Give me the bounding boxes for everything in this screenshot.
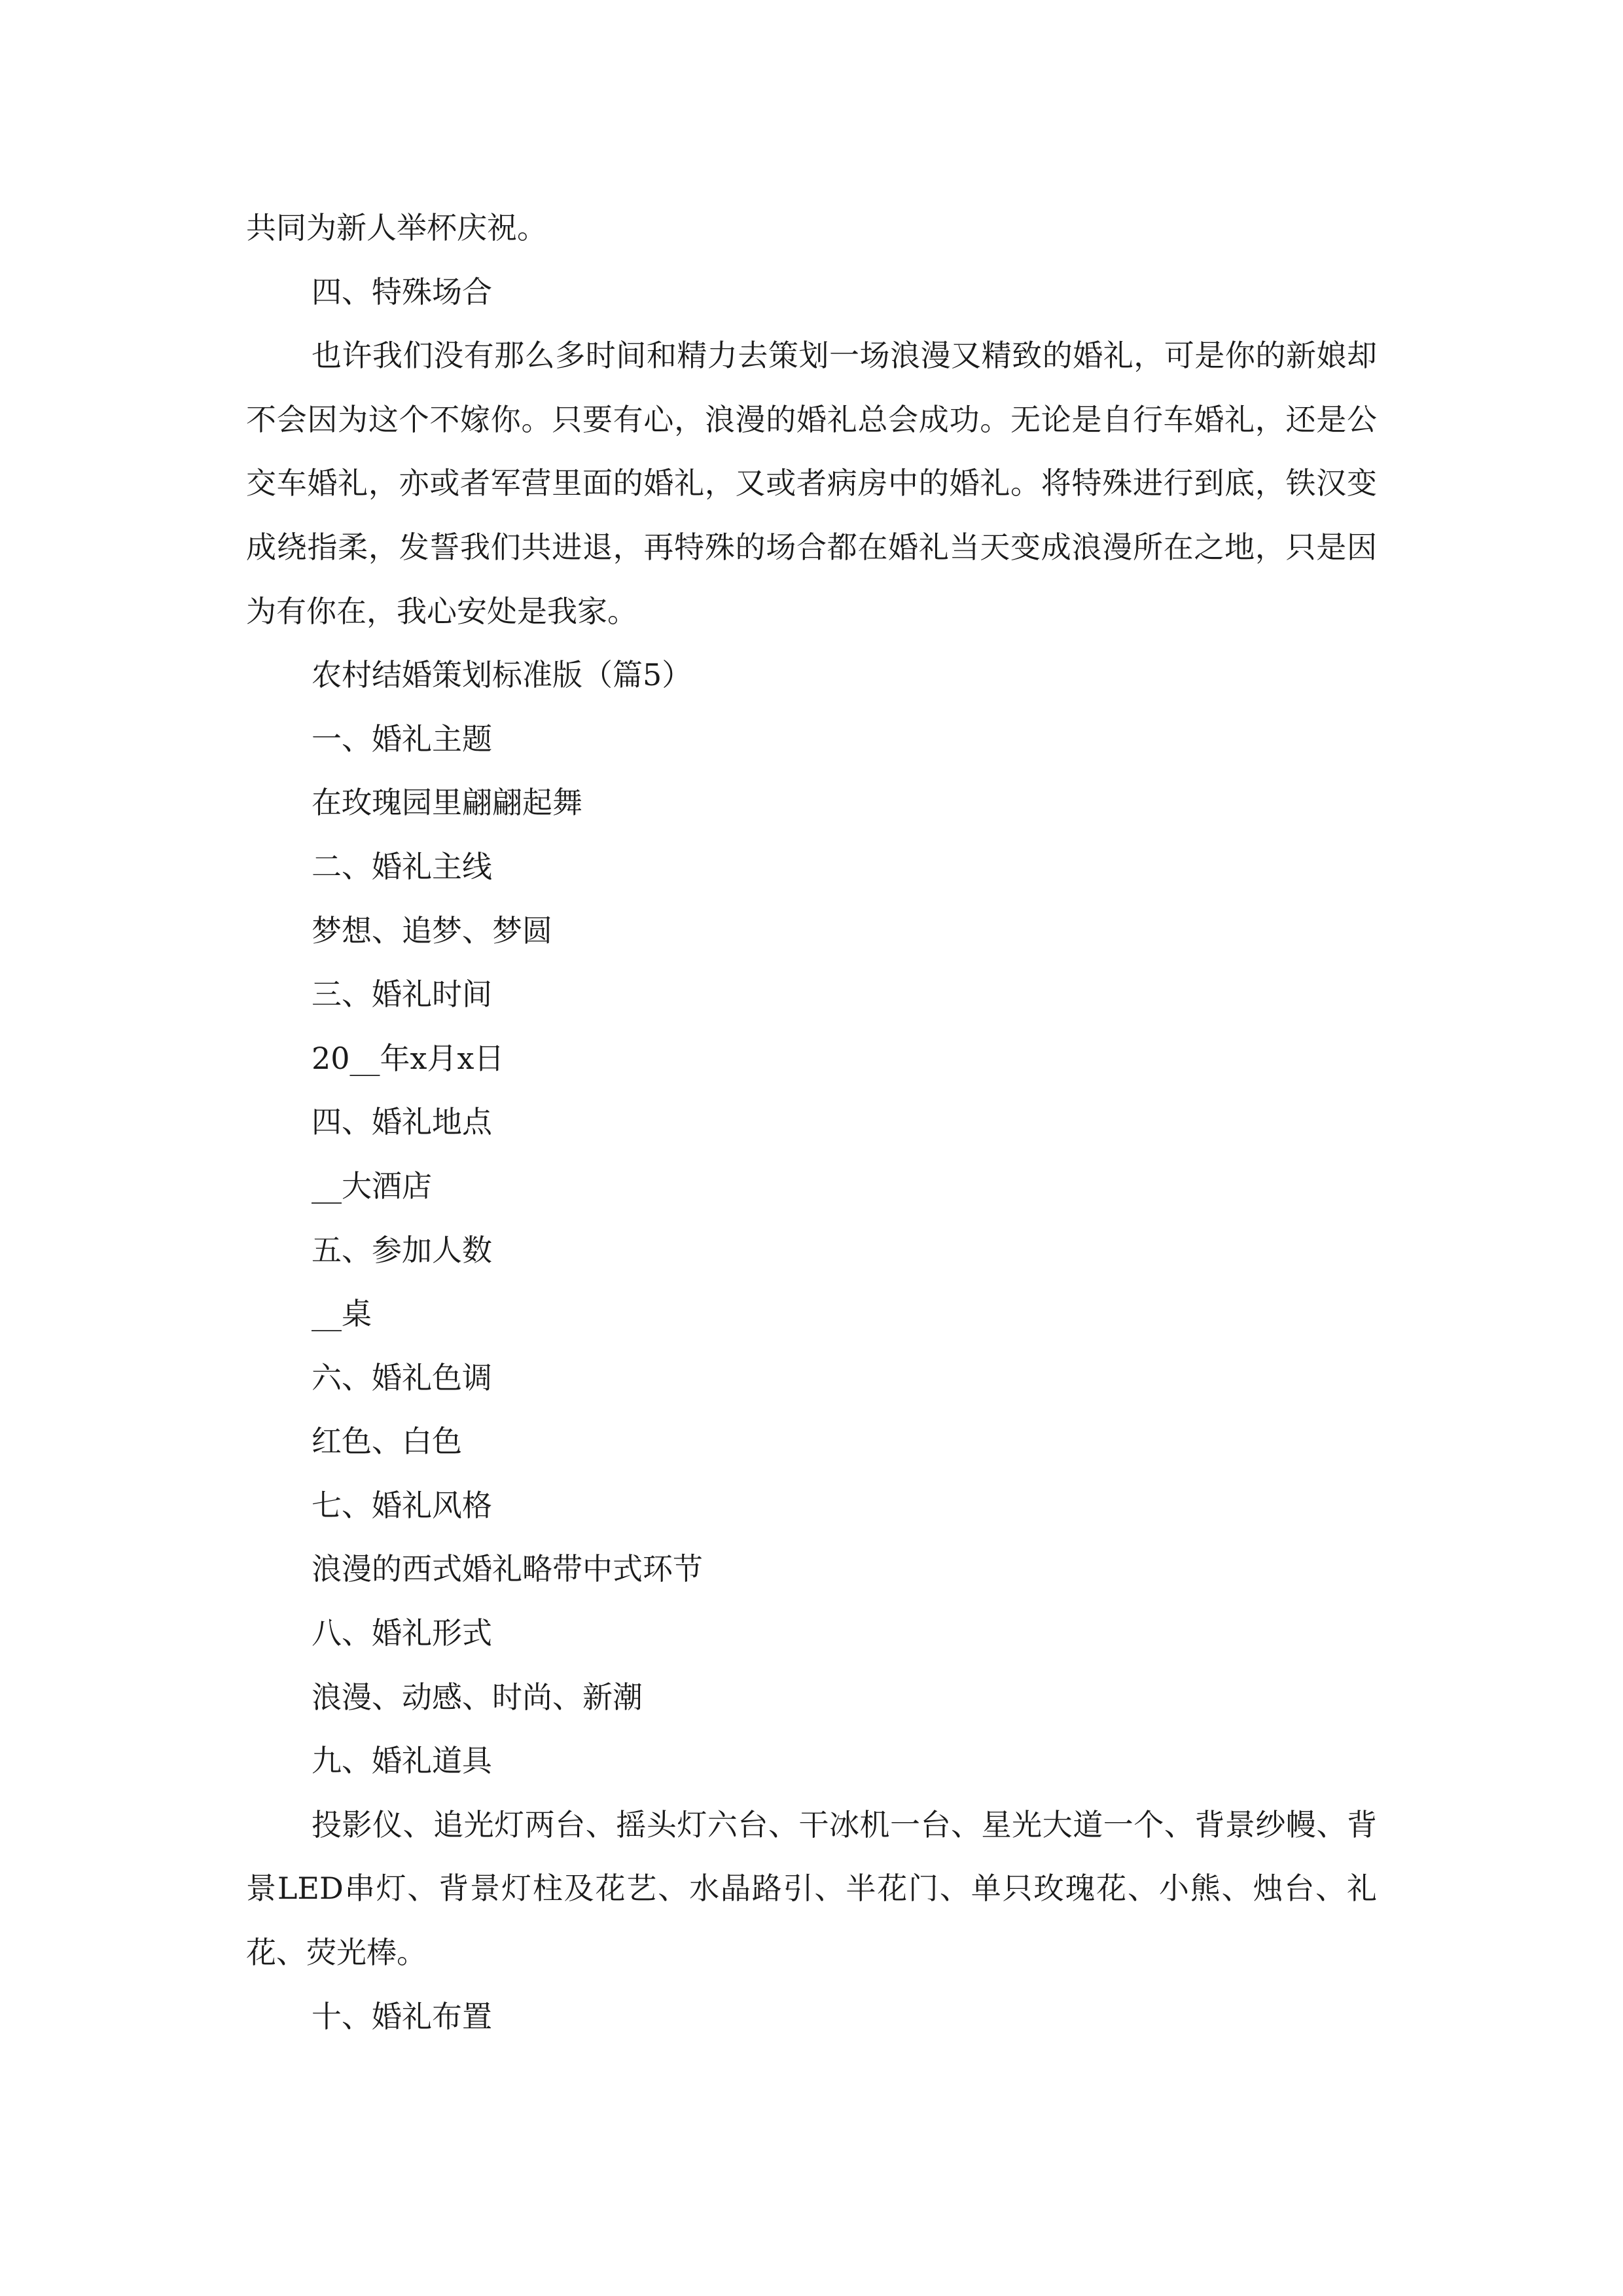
section-value-theme: 在玫瑰园里翩翩起舞 [312,785,582,821]
section-heading-time: 三、婚礼时间 [312,977,492,1013]
body-paragraph-special-occasions: 也许我们没有那么多时间和精力去策划一场浪漫又精致的婚礼，可是你的新娘却不会因为这个不嫁你。只要有心，浪漫的婚礼总会成功。无论是自行车婚礼，还是公交车婚礼，亦或者军营里面的婚礼，又或者病房中的婚礼。将特殊进行到底，铁汉变成绕指柔，发誓我们共进退，再特殊的场合都在婚礼当天变成浪漫所在之地，只是因为有你在，我心安处是我家。 [246,338,1377,629]
section-heading-decoration: 十、婚礼布置 [312,1998,492,2034]
section-value-colors: 红色、白色 [312,1424,462,1460]
section-heading-style: 七、婚礼风格 [312,1487,492,1523]
section-heading-mainline: 二、婚礼主线 [312,848,492,884]
section-value-style: 浪漫的西式婚礼略带中式环节 [312,1551,703,1587]
section-heading-colors: 六、婚礼色调 [312,1359,492,1395]
section-value-time: 20__年x月x日 [312,1040,505,1076]
body-paragraph-props: 投影仪、追光灯两台、摇头灯六台、干冰机一台、星光大道一个、背景纱幔、背景LED串灯、背景灯柱及花艺、水晶路引、半花门、单只玫瑰花、小熊、烛台、礼花、荧光棒。 [246,1806,1377,1971]
section-heading-props: 九、婚礼道具 [312,1743,492,1779]
section-heading-theme: 一、婚礼主题 [312,721,492,757]
section-value-attendance: __桌 [312,1296,372,1332]
section-heading-location: 四、婚礼地点 [312,1104,492,1140]
article-title: 农村结婚策划标准版（篇5） [312,657,692,693]
section-heading-format: 八、婚礼形式 [312,1615,492,1651]
section-value-mainline: 梦想、追梦、梦圆 [312,912,552,948]
continuation-line: 共同为新人举杯庆祝。 [246,210,547,245]
section-heading-attendance: 五、参加人数 [312,1232,492,1268]
document-page [246,196,1377,2049]
section-value-format: 浪漫、动感、时尚、新潮 [312,1679,643,1715]
section-heading-special-occasions: 四、特殊场合 [312,274,492,310]
section-value-location: __大酒店 [312,1168,432,1204]
